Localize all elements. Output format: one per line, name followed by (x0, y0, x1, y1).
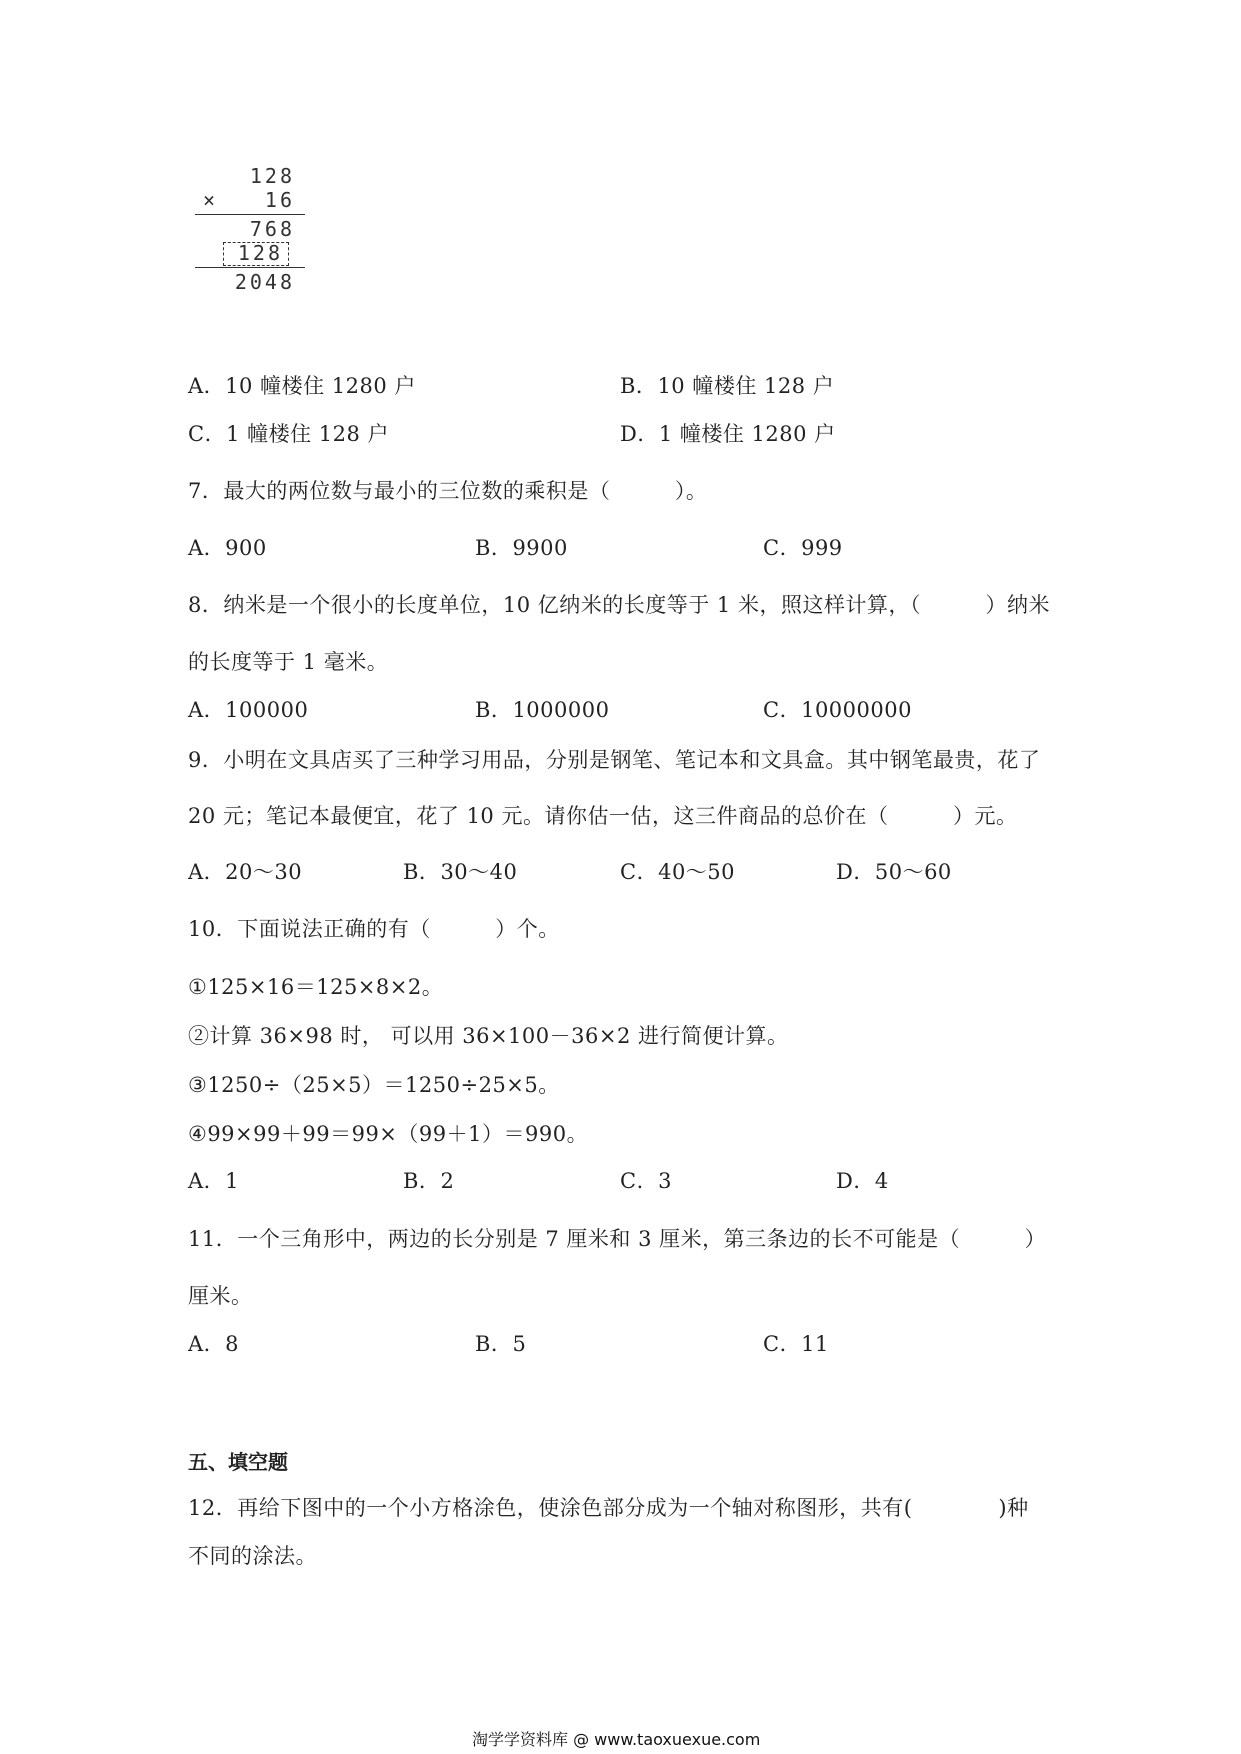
option-text: 1 (225, 1169, 240, 1193)
q11-option-a (188, 1330, 239, 1358)
q11-option-b (475, 1330, 526, 1358)
q8-option-c (763, 696, 912, 724)
calc-rule-1 (195, 214, 305, 215)
q8-stem-line-2: 的长度等于 1 毫米。 (188, 650, 389, 674)
q9-option-a (188, 858, 302, 886)
q11-stem-line-1: 11．一个三角形中，两边的长分别是 7 厘米和 3 厘米，第三条边的长不可能是（ ） (188, 1227, 1047, 1251)
q12-stem-line-2: 不同的涂法。 (188, 1544, 317, 1568)
option-text: 1000000 (512, 698, 610, 722)
option-text: 30～40 (440, 860, 518, 884)
q7-option-b (475, 534, 568, 562)
calc-result: 2048 (234, 270, 295, 294)
option-text: 4 (874, 1169, 889, 1193)
option-text: 10 幢楼住 1280 户 (225, 374, 416, 398)
q9-option-b (403, 858, 517, 886)
q10-option-a (188, 1167, 239, 1195)
q9-option-c (620, 858, 735, 886)
option-label: C． (620, 1169, 659, 1193)
q10-option-d (836, 1167, 889, 1195)
q10-item-4: ④99×99＋99＝99×（99＋1）＝990。 (188, 1122, 589, 1146)
q7-option-a (188, 534, 267, 562)
option-text: 999 (801, 536, 843, 560)
q10-stem: 10．下面说法正确的有（ ）个。 (188, 917, 560, 941)
q9-option-d (836, 858, 952, 886)
option-text: 40～50 (658, 860, 736, 884)
q6-option-c (188, 420, 389, 448)
option-label: C． (188, 422, 227, 446)
option-label: B． (475, 1332, 513, 1356)
option-label: A． (188, 374, 226, 398)
option-text: 8 (225, 1332, 240, 1356)
calc-partial-2: 128 (237, 241, 283, 265)
option-label: B． (475, 536, 513, 560)
q6-option-a (188, 372, 416, 400)
option-label: A． (188, 536, 226, 560)
option-text: 3 (658, 1169, 672, 1193)
option-label: C． (763, 1332, 802, 1356)
option-text: 9900 (512, 536, 568, 560)
q10-option-b (403, 1167, 454, 1195)
option-label: A． (188, 1332, 226, 1356)
q9-stem-line-2: 20 元；笔记本最便宜，花了 10 元。请你估一估，这三件商品的总价在（ ）元。 (188, 804, 1018, 828)
q6-option-d (620, 420, 836, 448)
option-label: D． (836, 1169, 875, 1193)
calc-partial-1: 768 (249, 217, 295, 241)
calc-rule-2 (195, 267, 305, 268)
q11-stem-line-2: 厘米。 (188, 1284, 253, 1308)
q8-option-b (475, 696, 609, 724)
q8-stem-line-1: 8．纳米是一个很小的长度单位，10 亿纳米的长度等于 1 米，照这样计算，（ ）纳米 (188, 593, 1050, 617)
footer-watermark: 淘学学资料库 @ www.taoxuexue.com (472, 1730, 761, 1749)
calc-times-sign: × (203, 188, 216, 212)
option-label: A． (188, 860, 226, 884)
option-text: 20～30 (225, 860, 303, 884)
option-label: B． (403, 860, 441, 884)
option-text: 900 (225, 536, 267, 560)
option-text: 10 幢楼住 128 户 (657, 374, 835, 398)
option-label: D． (620, 422, 659, 446)
option-label: C． (620, 860, 659, 884)
option-label: C． (763, 698, 802, 722)
q7-option-c (763, 534, 843, 562)
option-text: 50～60 (874, 860, 952, 884)
q12-stem-line-1: 12．再给下图中的一个小方格涂色，使涂色部分成为一个轴对称图形，共有( )种 (188, 1496, 1029, 1520)
q7-stem: 7．最大的两位数与最小的三位数的乘积是（ ）。 (188, 479, 708, 503)
option-text: 2 (440, 1169, 455, 1193)
option-label: B． (620, 374, 658, 398)
q10-option-c (620, 1167, 672, 1195)
vertical-multiplication (195, 164, 305, 294)
q8-option-a (188, 696, 308, 724)
section-title: 五、填空题 (188, 1450, 288, 1474)
option-label: A． (188, 1169, 226, 1193)
q9-stem-line-1: 9．小明在文具店买了三种学习用品，分别是钢笔、笔记本和文具盒。其中钢笔最贵，花了 (188, 748, 1041, 772)
calc-multiplicand: 128 (249, 164, 295, 188)
option-label: C． (763, 536, 802, 560)
option-label: B． (475, 698, 513, 722)
calc-multiplier: 16 (264, 188, 295, 212)
option-text: 1 幢楼住 128 户 (226, 422, 390, 446)
q6-option-b (620, 372, 834, 400)
q10-item-3: ③1250÷（25×5）＝1250÷25×5。 (188, 1073, 560, 1097)
option-label: B． (403, 1169, 441, 1193)
q11-option-c (763, 1330, 829, 1358)
q10-item-2: ②计算 36×98 时， 可以用 36×100－36×2 进行简便计算。 (188, 1024, 789, 1048)
option-text: 5 (512, 1332, 527, 1356)
option-label: D． (836, 860, 875, 884)
option-text: 100000 (225, 698, 309, 722)
option-text: 1 幢楼住 1280 户 (658, 422, 836, 446)
option-text: 10000000 (801, 698, 912, 722)
option-text: 11 (801, 1332, 829, 1356)
option-label: A． (188, 698, 226, 722)
q10-item-1: ①125×16＝125×8×2。 (188, 975, 444, 999)
